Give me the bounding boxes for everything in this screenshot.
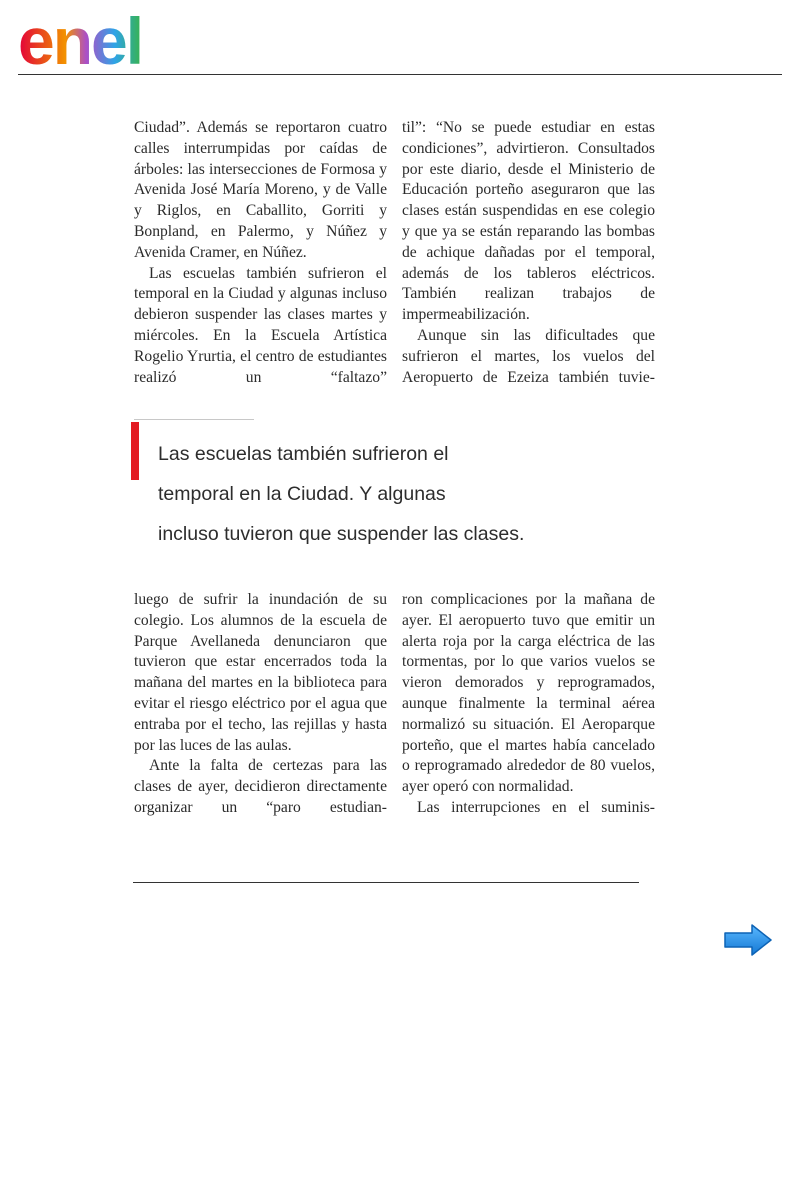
- pullquote-accent-bar: [131, 422, 139, 480]
- paragraph: Las interrupciones en el suminis-: [417, 798, 655, 816]
- pullquote-line: Las escuelas también sufrieron el: [158, 443, 449, 465]
- paragraph: til”: “No se puede estudiar en estas condiciones”, advirtieron. Consultados por este diario, desde el Ministerio de Educación porteño aseguraron que las clases están suspendidas en ese colegio y que ya se están reparando las bombas de achique dañadas por el temporal, además de los tableros eléctricos. También realizan trabajos de impermeabilización.: [402, 119, 655, 324]
- header-divider: [18, 74, 782, 75]
- paragraph: Aunque sin las dificultades que sufrieron el martes, los vuelos del Aeropuerto de Ezeiza también tuvie-: [402, 326, 655, 386]
- enel-logo: [18, 8, 180, 68]
- svg-text:enel: enel: [18, 8, 143, 68]
- paragraph: Ciudad”. Además se reportaron cuatro calles interrumpidas por caídas de árboles: las intersecciones de Formosa y Avenida José María Moreno, y de Valle y Riglos, en Caballito, Gorriti y Bonpland, en Palermo, y Núñez y Avenida Cramer, en Núñez.: [134, 119, 387, 261]
- footer-divider: [133, 882, 639, 883]
- paragraph: Ante la falta de certezas para las clases de ayer, decidieron directamente organizar un “paro estudian-: [134, 757, 387, 816]
- pullquote-line: incluso tuvieron que suspender las clases.: [158, 523, 525, 545]
- article-column-3: [134, 590, 387, 819]
- article-column-1: [134, 118, 387, 388]
- article-column-4: [402, 590, 655, 819]
- paragraph: Las escuelas también sufrieron el temporal en la Ciudad y algunas incluso debieron suspender las clases martes y miércoles. En la Escuela Artística Rogelio Yrurtia, el centro de estudiantes realizó un “faltazo”: [134, 264, 387, 386]
- paragraph: luego de sufrir la inundación de su colegio. Los alumnos de la escuela de Parque Avellaneda denunciaron que tuvieron que estar encerrados toda la mañana del martes en la biblioteca para evitar el riesgo eléctrico por el agua que entraba por el techo, las rejillas y hasta por las luces de las aulas.: [134, 591, 387, 754]
- pullquote-top-rule: [134, 419, 254, 420]
- pullquote: [158, 434, 638, 554]
- article-column-2: [402, 118, 655, 388]
- arrow-right-icon[interactable]: [722, 923, 774, 957]
- pullquote-line: temporal en la Ciudad. Y algunas: [158, 483, 446, 505]
- paragraph: ron complicaciones por la mañana de ayer. El aeropuerto tuvo que emitir un alerta roja por la carga eléctrica de las tormentas, por lo que varios vuelos se vieron demorados y reprogramados, aunque finalmente la terminal aérea normalizó su situación. El Aeroparque porteño, que el martes había cancelado o reprogramado alrededor de 80 vuelos, ayer operó con normalidad.: [402, 591, 655, 796]
